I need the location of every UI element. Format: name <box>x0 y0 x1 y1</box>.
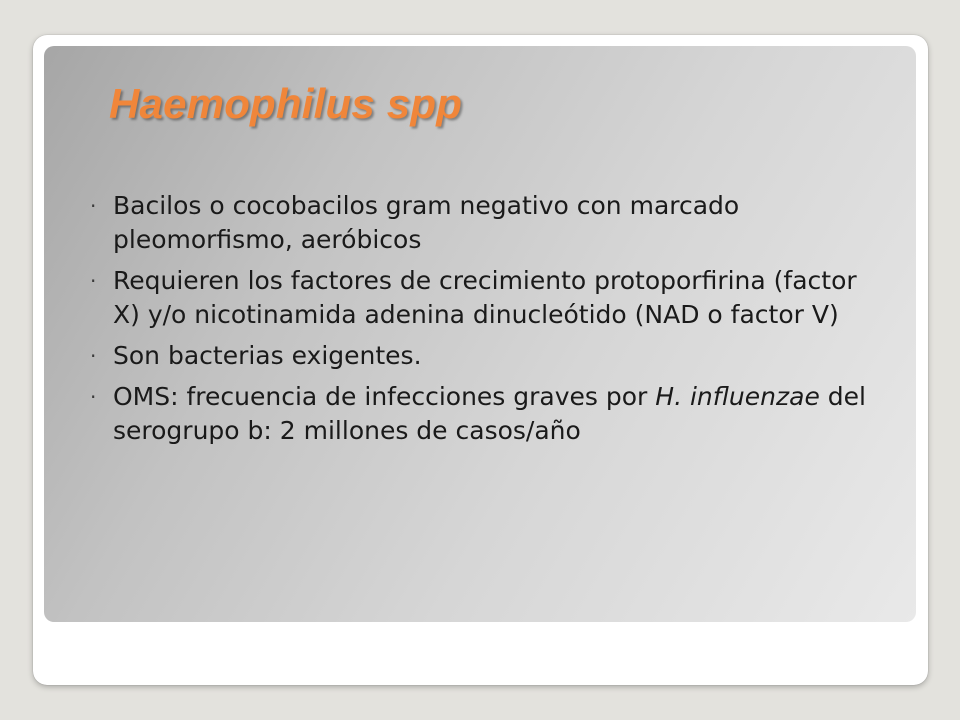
bullet-text-part: del serogrupo b: 2 millones de casos/año <box>113 382 866 445</box>
bullet-text-space <box>682 382 690 411</box>
bullet-text: Son bacterias exigentes. <box>113 341 422 370</box>
species-name-italic: H. <box>655 382 683 411</box>
species-name-italic: influenzae <box>689 382 820 411</box>
bullet-item-3 <box>88 339 888 373</box>
bullet-item-1 <box>88 189 888 257</box>
bullet-text: Bacilos o cocobacilos gram negativo con marcado pleomorfismo, aeróbicos <box>113 191 740 254</box>
bullet-list <box>88 189 888 455</box>
bullet-dot-icon: · <box>90 344 97 368</box>
bullet-dot-icon: · <box>90 385 97 409</box>
bullet-text: Requieren los factores de crecimiento protoporfirina (factor X) y/o nicotinamida adenina dinucleótido (NAD o factor V) <box>113 266 857 329</box>
bullet-item-4 <box>88 380 888 448</box>
bullet-text-part: OMS: frecuencia de infecciones graves por <box>113 382 656 411</box>
bullet-dot-icon: · <box>90 194 97 218</box>
bullet-item-2 <box>88 264 888 332</box>
slide-title: Haemophilus spp <box>109 80 463 127</box>
bullet-dot-icon: · <box>90 269 97 293</box>
